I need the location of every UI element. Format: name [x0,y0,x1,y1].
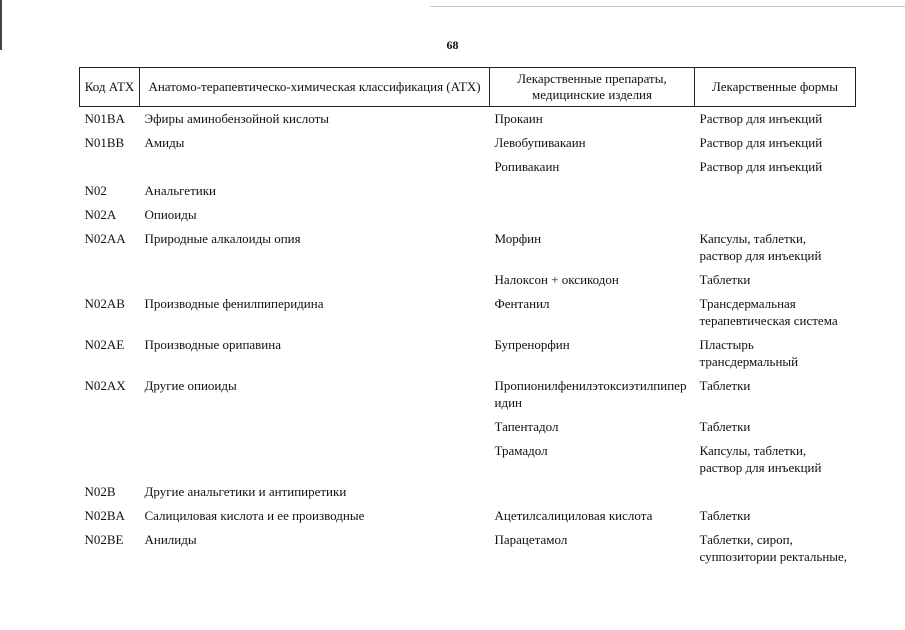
cell-code [80,415,140,439]
cell-classification: Анилиды [144,532,197,547]
cell-form: Трансдермальная терапевтическая система [699,296,838,328]
page-number: 68 [446,38,459,52]
cell-code: N02BA [84,508,125,523]
table-header [80,68,856,107]
cell-drug: Бупренорфин [494,337,570,352]
cell-classification [140,155,490,179]
cell-drug: Фентанил [494,296,550,311]
cell-code: N02AX [84,378,126,393]
cell-form [695,203,856,227]
cell-form: Раствор для инъекций [699,111,823,126]
cell-classification [140,439,490,480]
cell-code: N01BB [84,135,125,150]
table-row [80,504,856,528]
header-forms: Лекарственные формы [695,68,856,107]
cell-drug: Пропионилфенилэтоксиэтилпиперидин [494,378,687,410]
cell-classification [140,268,490,292]
cell-drug: Тапентадол [494,419,559,434]
table-row [80,203,856,227]
cell-form: Таблетки [699,272,751,287]
cell-form: Таблетки [699,378,751,393]
cell-form [695,480,856,504]
cell-code: N01BA [84,111,125,126]
cell-classification: Производные фенилпиперидина [144,296,324,311]
cell-form: Таблетки, сироп, суппозитории ректальные, [699,532,848,564]
cell-form: Таблетки [699,508,751,523]
cell-drug: Ацетилсалициловая кислота [494,508,653,523]
cell-classification: Амиды [144,135,185,150]
cell-form: Капсулы, таблетки, раствор для инъекций [699,443,822,475]
atx-table [79,67,856,586]
header-drugs: Лекарственные препараты, медицинские изделия [490,68,695,107]
table-row [80,480,856,504]
cell-form: Таблетки [699,419,751,434]
table-row [80,439,856,480]
cell-code: N02B [84,484,116,499]
cell-code: N02AB [84,296,125,311]
cell-drug [490,179,695,203]
cell-code [80,268,140,292]
cell-form: Раствор для инъекций [699,159,823,174]
cell-classification: Природные алкалоиды опия [144,231,301,246]
cell-drug: Морфин [494,231,542,246]
table-row [80,415,856,439]
cell-code: N02 [84,183,107,198]
cell-drug: Налоксон + оксикодон [494,272,619,287]
cell-code: N02AE [84,337,125,352]
table-row [80,374,856,415]
table-row [80,131,856,155]
cell-form: Пластырь трансдермальный [699,337,799,369]
cell-classification: Производные орипавина [144,337,281,352]
cell-form: Капсулы, таблетки, раствор для инъекций [699,231,822,263]
cell-form [695,179,856,203]
cell-classification: Другие опиоиды [144,378,237,393]
cell-classification: Опиоиды [144,207,197,222]
cell-classification: Другие анальгетики и антипиретики [144,484,347,499]
cell-code: N02AA [84,231,126,246]
cell-drug: Прокаин [494,111,543,126]
cell-drug: Трамадол [494,443,548,458]
table-row [80,333,856,374]
cell-code [80,439,140,480]
cell-classification: Эфиры аминобензойной кислоты [144,111,329,126]
table-row [80,179,856,203]
cell-form: Раствор для инъекций [699,135,823,150]
table-row [80,227,856,268]
cell-drug: Левобупивакаин [494,135,586,150]
cell-drug: Парацетамол [494,532,568,547]
table-body [80,107,856,587]
cell-code: N02A [84,207,117,222]
cell-drug [490,480,695,504]
cell-classification: Салициловая кислота и ее производные [144,508,365,523]
cell-classification [140,415,490,439]
cell-classification: Анальгетики [144,183,216,198]
table-row [80,268,856,292]
table-row [80,107,856,132]
cell-drug [490,203,695,227]
header-classification: Анатомо-терапевтическо-химическая классификация (АТХ) [140,68,490,107]
header-code: Код АТХ [80,68,140,107]
table-row [80,528,856,586]
cell-code: N02BE [84,532,124,547]
table-row [80,155,856,179]
scan-top-rule [430,6,905,7]
table-row [80,292,856,333]
cell-code [80,155,140,179]
cell-drug: Ропивакаин [494,159,560,174]
